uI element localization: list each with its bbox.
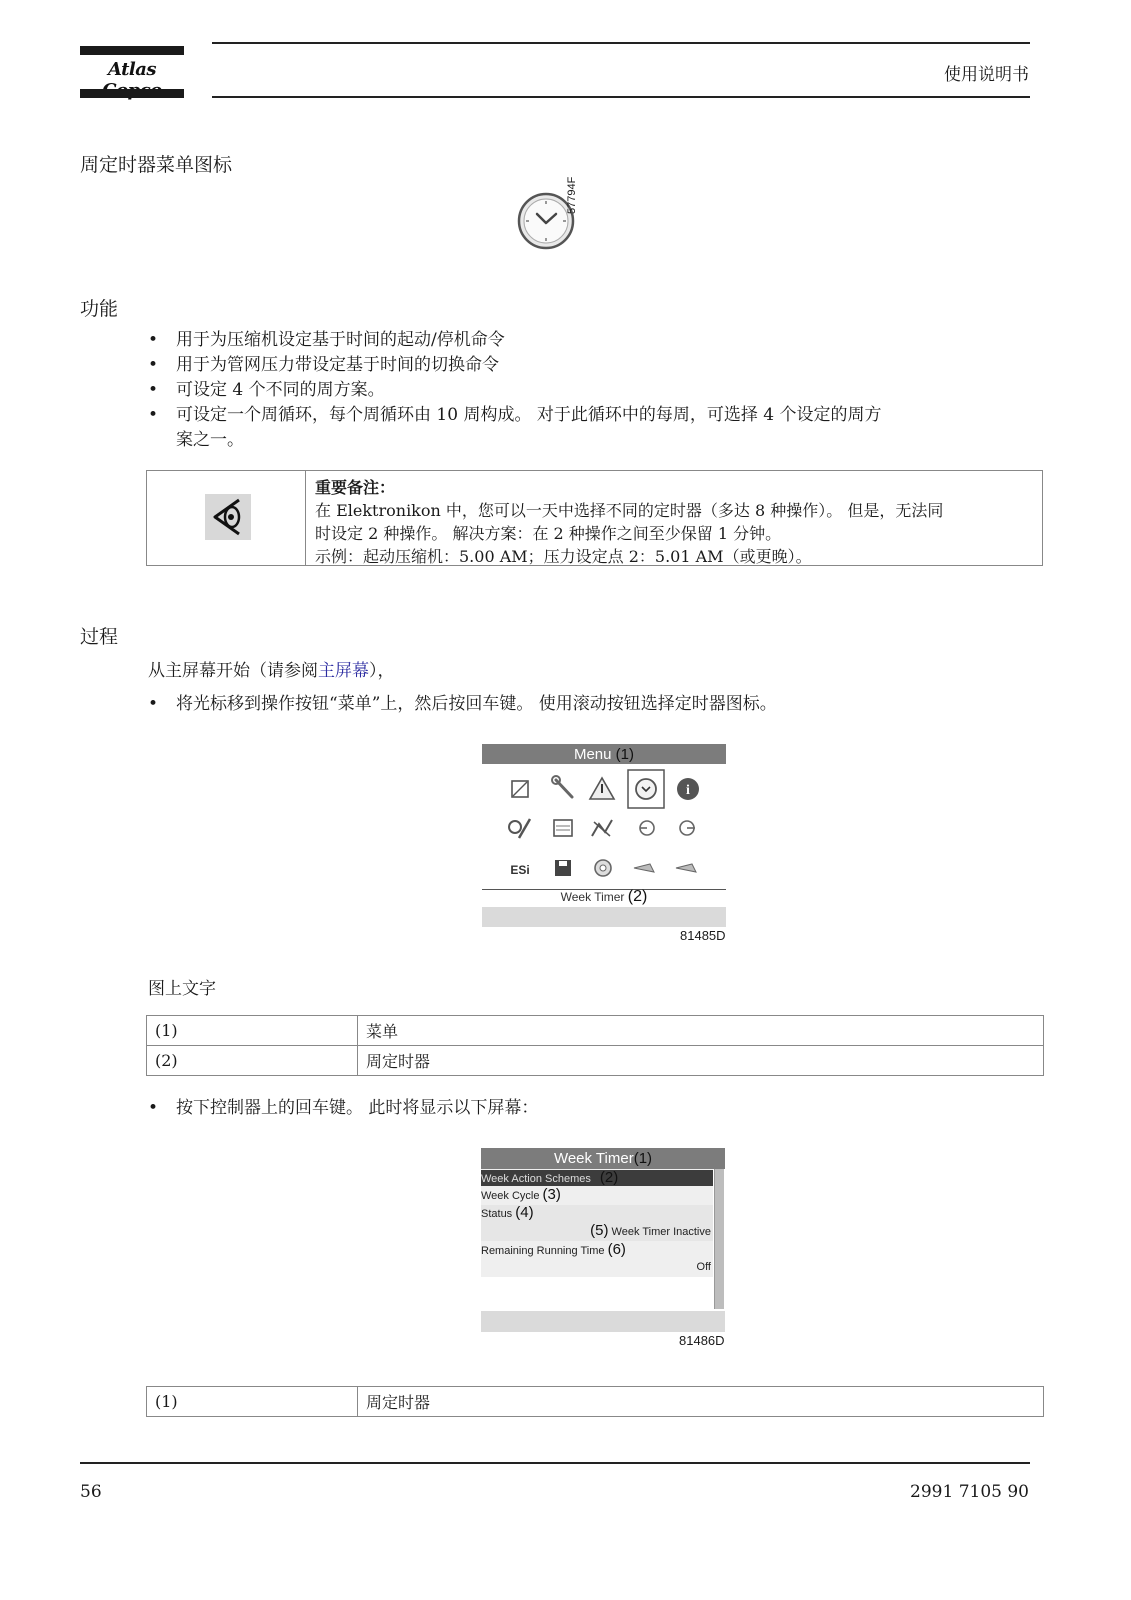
callout-label: (1): [633, 1150, 653, 1167]
list-item: • 按下控制器上的回车键。 此时将显示以下屏幕：: [146, 1096, 538, 1121]
scrollbar[interactable]: [714, 1169, 724, 1309]
section-title-week-timer-icon: 周定时器菜单图标: [80, 154, 233, 176]
list-item: • 可设定 4 个不同的周方案。: [146, 378, 881, 403]
legend-table-1: [146, 1015, 1044, 1076]
table-row: [147, 1387, 1044, 1417]
legend-value: 周定时器: [358, 1387, 1044, 1417]
procedure-step-2: [146, 1096, 538, 1121]
important-note-box: [146, 470, 1043, 566]
legend-table-2: [146, 1386, 1044, 1417]
menu-footer-label: Week Timer (2): [560, 888, 648, 905]
legend-key: (1): [147, 1016, 358, 1046]
callout-label: (6): [607, 1241, 626, 1258]
legend-key: (2): [147, 1046, 358, 1076]
figure-code-81485D: 81485D: [680, 928, 726, 943]
settings-gear-icon[interactable]: [595, 860, 611, 876]
remote-icon-1[interactable]: [634, 864, 654, 872]
week-timer-titlebar: Week Timer(1): [481, 1148, 725, 1169]
callout-label: (2): [599, 1169, 619, 1186]
menu-screen-titlebar: Menu (1): [482, 744, 726, 764]
note-line: 在 Elektronikon 中，您可以一天中选择不同的定时器（多达 8 种操作）。 但是，无法同: [315, 501, 944, 520]
reset-icon[interactable]: [640, 821, 654, 835]
doc-title: 使用说明书: [944, 65, 1029, 85]
procedure-step-1: [146, 692, 777, 717]
atlas-copco-logo: [80, 46, 184, 100]
callout-label: (5): [590, 1222, 609, 1239]
header-rule-bottom: [212, 96, 1030, 98]
remote-icon-2[interactable]: [676, 864, 696, 872]
menu-status-bar: [482, 907, 726, 927]
footer-rule: [80, 1462, 1030, 1464]
callout-label: (2): [627, 888, 648, 905]
table-row: [147, 1046, 1044, 1076]
figure-caption: 图上文字: [148, 979, 216, 999]
note-line: 示例：起动压缩机：5.00 AM；压力设定点 2：5.01 AM（或更晚）。: [315, 547, 812, 566]
esi-label[interactable]: ESi: [510, 863, 530, 877]
remaining-value: Off: [696, 1261, 711, 1273]
empty-area: [481, 1277, 713, 1309]
svg-text:i: i: [686, 783, 690, 798]
status-value: Week Timer Inactive: [611, 1226, 711, 1238]
note-heading: 重要备注：: [315, 478, 396, 497]
section-title-procedure: 过程: [80, 626, 119, 648]
week-timer-status-bar: [481, 1311, 725, 1332]
info-icon[interactable]: [677, 778, 699, 800]
status-row: Status (4) (5) Week Timer Inactive: [481, 1204, 711, 1239]
week-timer-screen: [481, 1148, 725, 1332]
legend-value: 菜单: [358, 1016, 1044, 1046]
wrench-icon[interactable]: [552, 776, 572, 797]
remaining-running-time-row: Remaining Running Time (6) Off: [481, 1241, 713, 1275]
note-line: 时设定 2 种操作。 解决方案：在 2 种操作之间至少保留 1 分钟。: [315, 524, 782, 543]
callout-label: (4): [515, 1204, 534, 1221]
legend-key: (1): [147, 1387, 358, 1417]
menu-item-week-cycle[interactable]: Week Cycle (3): [481, 1186, 561, 1203]
restart-icon[interactable]: [680, 821, 695, 835]
doc-number: 2991 7105 90: [910, 1482, 1029, 1502]
callout-label: (3): [542, 1186, 561, 1203]
warning-icon[interactable]: [590, 778, 614, 799]
main-screen-link[interactable]: 主屏幕: [318, 661, 369, 681]
menu-icon-grid: [482, 766, 726, 906]
event-history-icon[interactable]: [592, 820, 612, 836]
eye-warning-icon: [205, 494, 251, 540]
header-rule-top: [212, 42, 1030, 44]
page-number: 56: [80, 1482, 102, 1502]
logo-text: Atlas: [107, 59, 157, 80]
input-output-icon[interactable]: [512, 781, 528, 797]
list-item: • 将光标移到操作按钮“菜单”上，然后按回车键。 使用滚动按钮选择定时器图标。: [146, 692, 777, 717]
service-icon[interactable]: [509, 819, 530, 838]
list-item: • 用于为压缩机设定基于时间的起动/停机命令: [146, 328, 881, 353]
list-item: • 用于为管网压力带设定基于时间的切换命令: [146, 353, 881, 378]
figure-code-57794F: 57794F: [566, 176, 578, 214]
function-list: [146, 328, 881, 453]
setpoint-icon[interactable]: [554, 820, 572, 836]
section-title-function: 功能: [80, 298, 119, 320]
menu-item-week-action-schemes[interactable]: Week Action Schemes (2): [481, 1170, 713, 1186]
menu-screen: [482, 744, 726, 927]
list-item: • 可设定一个周循环，每个周循环由 10 周构成。 对于此循环中的每周，可选择 4 个设定的周方 案之一。: [146, 403, 881, 453]
table-row: [147, 1016, 1044, 1046]
legend-value: 周定时器: [358, 1046, 1044, 1076]
week-timer-list: [481, 1169, 713, 1309]
figure-code-81486D: 81486D: [679, 1333, 725, 1348]
procedure-intro: 从主屏幕开始（请参阅主屏幕），: [148, 661, 395, 681]
save-icon[interactable]: [555, 860, 571, 876]
callout-label: (1): [615, 746, 635, 763]
week-timer-icon[interactable]: [636, 779, 656, 799]
